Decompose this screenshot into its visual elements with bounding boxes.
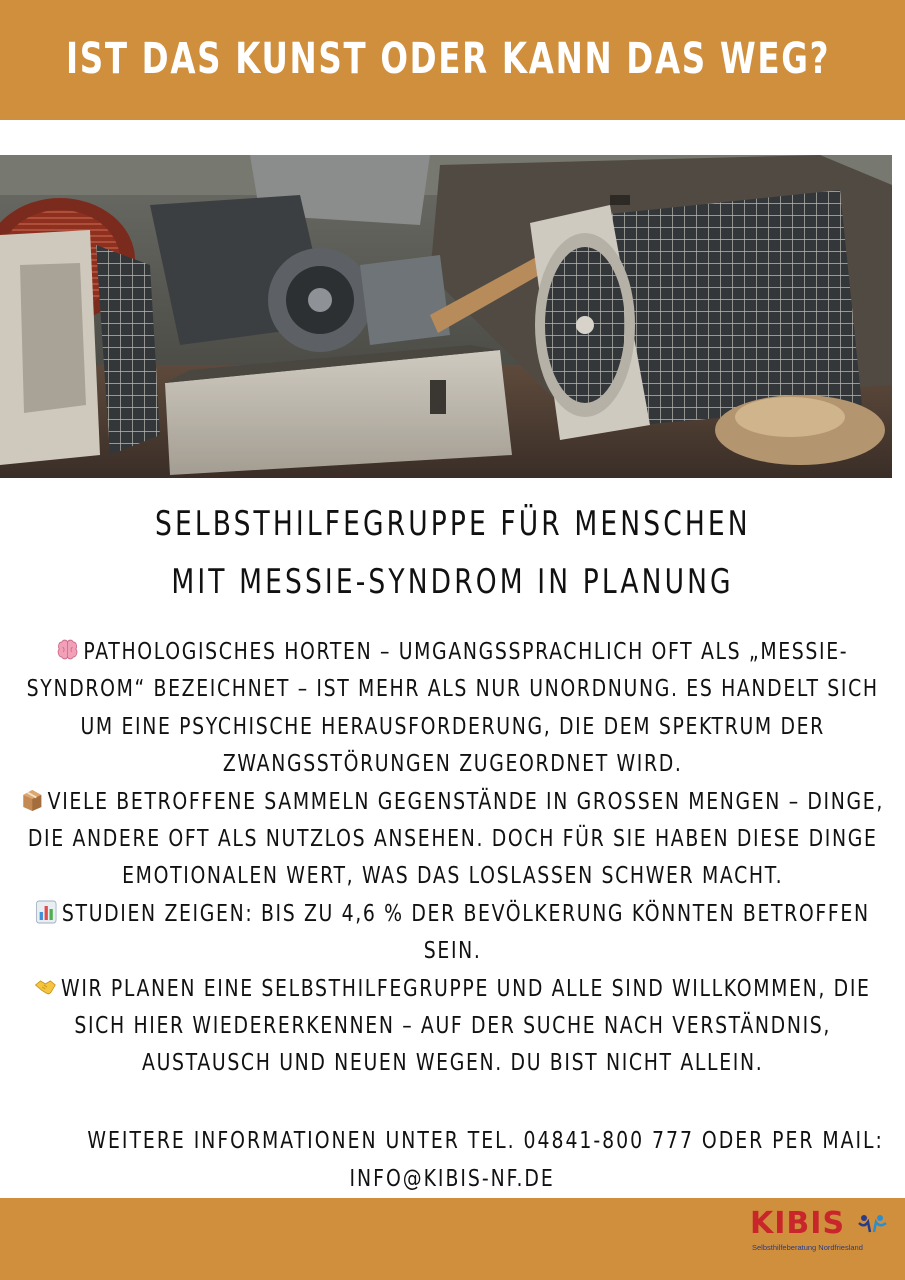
paragraph-planen: WIR PLANEN EINE SELBSTHILFEGRUPPE UND ALLE SIND WILLKOMMEN, DIE SICH HIER WIEDERERKENNEN – AUF DER SUCHE NACH VERSTÄNDNIS, AUSTAUSCH UND NEUEN WEGEN. DU BIST NICHT ALLEIN. <box>18 971 888 1083</box>
contact-line-phone: WEITERE INFORMATIONEN UNTER TEL. 04841-800 777 ODER PER MAIL: <box>87 1128 884 1154</box>
package-icon <box>22 788 43 812</box>
scrap-heap-image <box>0 155 892 478</box>
subtitle-line-2: MIT MESSIE-SYNDROM IN PLANUNG <box>171 562 734 602</box>
paragraph-horten: PATHOLOGISCHES HORTEN – UMGANGSSPRACHLICH OFT ALS „MESSIE-SYNDROM“ BEZEICHNET – IST MEHR ALS NUR UNORDNUNG. ES HANDELT SICH UM EINE PSYCHISCHE HERAUSFORDERUNG, DIE DEM SPEKTRUM DER ZWANGSSTÖRUNGEN ZUGEORDNET WIRD. <box>26 639 880 778</box>
brain-icon <box>57 638 78 662</box>
handshake-icon <box>35 975 56 999</box>
description-text <box>18 634 888 1083</box>
subtitle-line-1: SELBSTHILFEGRUPPE FÜR MENSCHEN <box>154 504 751 544</box>
paragraph-studien: STUDIEN ZEIGEN: BIS ZU 4,6 % DER BEVÖLKERUNG KÖNNTEN BETROFFEN SEIN. <box>18 896 888 971</box>
paragraph-sammeln: VIELE BETROFFENE SAMMELN GEGENSTÄNDE IN GROSSEN MENGEN – DINGE, DIE ANDERE OFT ALS NUTZLOS ANSEHEN. DOCH FÜR SIE HABEN DIESE DINGE EMOTIONALEN WERT, WAS DAS LOSLASSEN SCHWER MACHT. <box>18 784 888 896</box>
logo-tagline: Selbsthilfeberatung Nordfriesland <box>752 1243 863 1252</box>
bar-chart-icon <box>36 900 57 924</box>
logo-figures-icon <box>858 1214 888 1236</box>
scrap-heap-illustration <box>0 155 892 478</box>
contact-email[interactable]: INFO@KIBIS-NF.DE <box>349 1166 556 1192</box>
top-banner <box>0 0 905 120</box>
logo-wordmark: KIBIS <box>750 1206 846 1241</box>
page-title: IST DAS KUNST ODER KANN DAS WEG? <box>66 34 831 84</box>
kibis-logo <box>750 1206 890 1266</box>
